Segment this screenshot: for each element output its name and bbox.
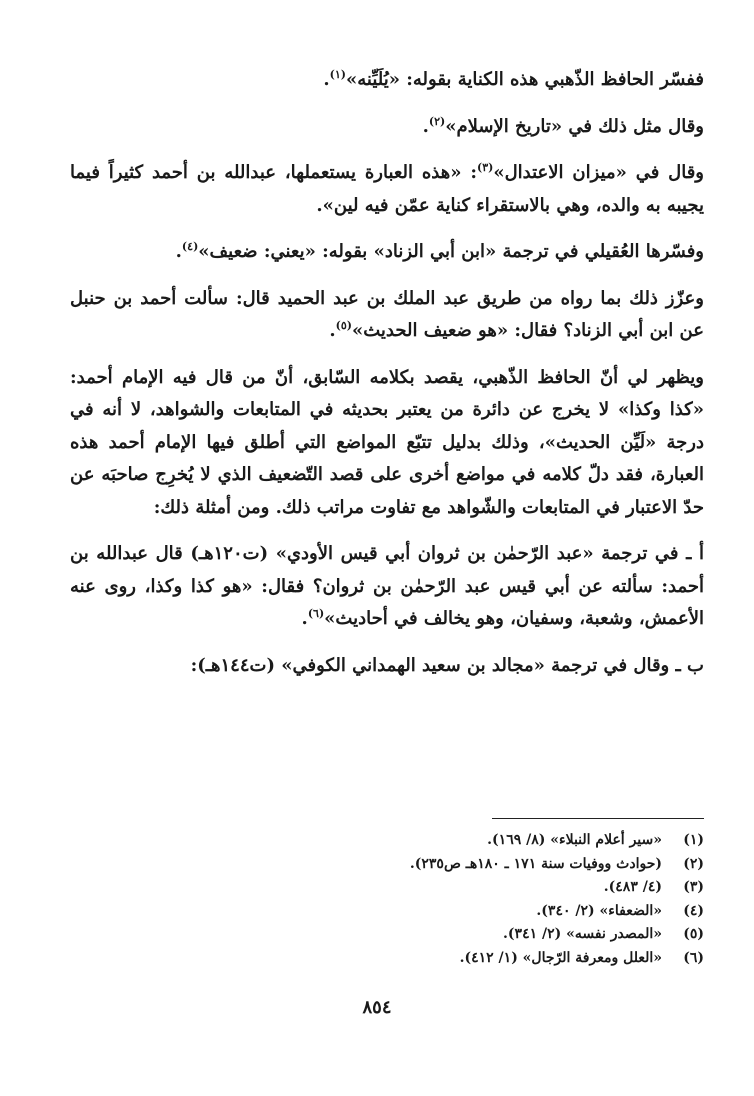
footnote-ref: (٤) [181, 240, 199, 253]
footnote-item: (٥) «المصدر نفسه» (٢/ ٣٤١). [503, 926, 704, 942]
footnote-item: (١) «سير أعلام النبلاء» (٨/ ١٦٩). [487, 832, 704, 848]
footnote-ref: (٥) [335, 319, 352, 332]
footnote-item: (٦) «العلل ومعرفة الرّجال» (١/ ٤١٢). [459, 949, 704, 966]
main-text [70, 64, 704, 682]
footnote-ref: (٦) [307, 607, 325, 620]
page-number: ٨٥٤ [362, 997, 392, 1018]
footnotes [70, 818, 704, 970]
footnote-ref: (٢) [428, 114, 446, 128]
footnote-ref: (٣) [476, 161, 494, 174]
paragraph-3: وقال في «ميزان الاعتدال»$^{(٣)}$: «هذه العبارة يستعملها، عبدالله بن أحمد كثيراً فيما يجيبه به والده، وهي بالاستقراء كناية عمّن فيه لين». [70, 161, 704, 216]
footnote-divider [492, 818, 704, 819]
paragraph-8: ب ـ وقال في ترجمة «مجالد بن سعيد الهمداني الكوفي» (ت١٤٤هـ): [190, 654, 704, 676]
paragraph-1: ففسّر الحافظ الذّهبي هذه الكناية بقوله: «يُلَيِّنه»$^{(١)}$. [323, 68, 704, 90]
paragraph-7: أ ـ في ترجمة «عبد الرّحمٰن بن ثروان أبي قيس الأودي» (ت١٢٠هـ) قال عبدالله بن أحمد: سألته عن أبي قيس عبد الرّحمٰن بن ثروان؟ فقال: «هو كذا وكذا، روى عنه الأعمش، وشعبة، وسفيان، وهو يخالف في أحاديث»$^{(٦)}$. [70, 543, 704, 629]
paragraph-2: وقال مثل ذلك في «تاريخ الإسلام»$^{(٢)}$. [422, 114, 704, 137]
paragraph-5: وعزّز ذلك بما رواه من طريق عبد الملك بن عبد الحميد قال: سألت أحمد بن حنبل عن ابن أبي الزناد؟ فقال: «هو ضعيف الحديث»$^{(٥)}$. [70, 287, 704, 341]
paragraph-4: وفسّرها العُقيلي في ترجمة «ابن أبي الزناد» بقوله: «يعني: ضعيف»$^{(٤)}$. [175, 240, 704, 262]
footnote-item: (٣) (٤/ ٤٨٣). [603, 879, 704, 895]
footnote-item: (٤) «الضعفاء» (٢/ ٣٤٠). [536, 902, 704, 919]
footnote-item: (٢) (حوادث ووفيات سنة ١٧١ ـ ١٨٠هـ ص٢٣٥). [409, 855, 704, 872]
paragraph-6: ويظهر لي أنّ الحافظ الذّهبي، يقصد بكلامه السّابق، أنّ من قال فيه الإمام أحمد: «كذا وكذا» لا يخرج عن دائرة من يعتبر بحديثه في المتابعات والشواهد، لا أنه في درجة «لَيِّن الحديث»، وذلك بدليل تتبّع المواضع التي أطلق فيها الإمام أحمد هذه العبارة، فقد دلّ كلامه في مواضع أخرى على قصد التّضعيف الذي لا يُخرِج صاحبَه عن حدّ الاعتبار في المتابعات والشّواهد مع تفاوت مراتب ذلك. ومن أمثلة ذلك: [70, 366, 704, 518]
footnote-ref: (١) [329, 68, 346, 81]
